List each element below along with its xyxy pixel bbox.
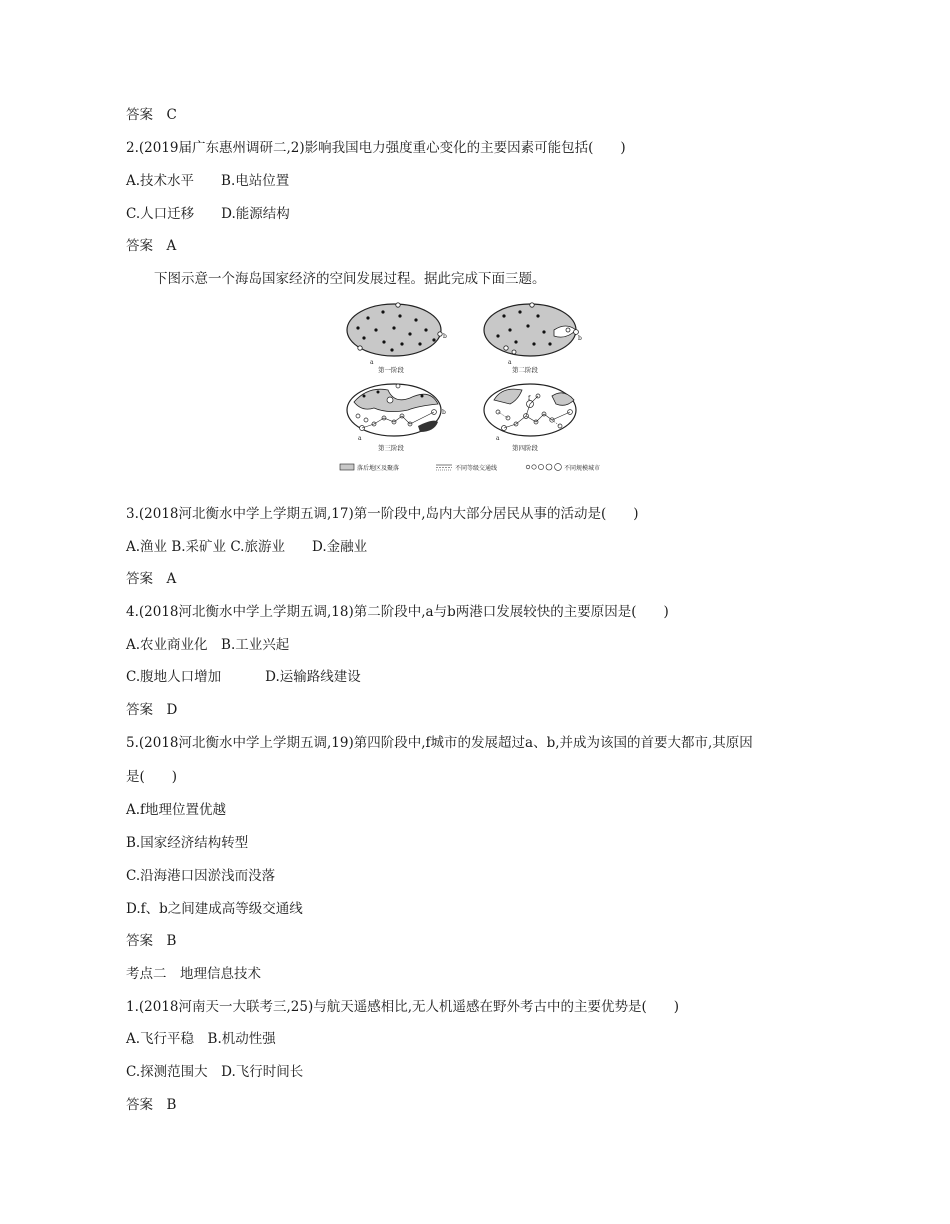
figure-legend bbox=[340, 464, 600, 472]
question-2: 2.(2019届广东惠州调研二,2)影响我国电力强度重心变化的主要因素可能包括( ) bbox=[126, 140, 626, 156]
stage-3-map bbox=[347, 384, 441, 436]
legend-cities: 不同规模城市 bbox=[564, 465, 601, 472]
question-4: 4.(2018河北衡水中学上学期五调,18)第二阶段中,a与b两港口发展较快的主要原因是( ) bbox=[126, 604, 669, 620]
stage-1-map bbox=[347, 303, 442, 356]
question-k1: 1.(2018河南天一大联考三,25)与航天遥感相比,无人机遥感在野外考古中的主要优势是( ) bbox=[126, 999, 680, 1015]
legend-poor-areas: 落后地区及聚落 bbox=[357, 465, 400, 472]
q5-option-d: D.f、b之间建成高等级交通线 bbox=[126, 901, 303, 917]
q4-options-cd bbox=[126, 668, 361, 686]
stage-4-label: 第四阶段 bbox=[512, 444, 538, 452]
answer-line: 答案 D bbox=[126, 702, 178, 718]
svg-text:b: b bbox=[443, 333, 447, 340]
question-5-line-1: 5.(2018河北衡水中学上学期五调,19)第四阶段中,f城市的发展超过a、b,并成为该国的首要大都市,其原因 bbox=[126, 735, 753, 751]
question-5-line-2: 是( ) bbox=[126, 769, 178, 785]
stage-2-label: 第二阶段 bbox=[512, 366, 538, 374]
city-f-label: f bbox=[528, 395, 531, 402]
figure-intro: 下图示意一个海岛国家经济的空间发展过程。据此完成下面三题。 bbox=[154, 271, 546, 287]
stage-3-label: 第三阶段 bbox=[378, 444, 404, 452]
q2-options-ab: A.技术水平 B.电站位置 bbox=[126, 173, 290, 189]
q4-option-d: D.运输路线建设 bbox=[265, 669, 361, 685]
answer-line: 答案 B bbox=[126, 1097, 177, 1113]
legend-roads: 不同等级交通线 bbox=[455, 465, 498, 472]
q3-options: A.渔业 B.采矿业 C.旅游业 D.金融业 bbox=[126, 539, 368, 555]
question-3: 3.(2018河北衡水中学上学期五调,17)第一阶段中,岛内大部分居民从事的活动是( ) bbox=[126, 506, 639, 522]
svg-text:b: b bbox=[578, 335, 582, 342]
q4-options-ab: A.农业商业化 B.工业兴起 bbox=[126, 637, 290, 653]
q5-option-c: C.沿海港口因淤浅而没落 bbox=[126, 868, 276, 884]
stage-1-label: 第一阶段 bbox=[378, 366, 404, 374]
svg-text:a: a bbox=[496, 435, 500, 442]
q2-options-cd: C.人口迁移 D.能源结构 bbox=[126, 206, 290, 222]
svg-text:a: a bbox=[508, 359, 512, 366]
island-development-figure bbox=[338, 300, 630, 478]
stage-2-map bbox=[484, 303, 578, 356]
svg-text:a: a bbox=[370, 359, 374, 366]
answer-line: 答案 A bbox=[126, 238, 177, 254]
q5-option-b: B.国家经济结构转型 bbox=[126, 835, 249, 851]
answer-line: 答案 C bbox=[126, 107, 177, 123]
answer-line: 答案 B bbox=[126, 933, 177, 949]
q5-option-a: A.f地理位置优越 bbox=[126, 802, 227, 818]
k1-options-ab: A.飞行平稳 B.机动性强 bbox=[126, 1031, 276, 1047]
q4-option-c: C.腹地人口增加 bbox=[126, 669, 222, 685]
k1-options-cd: C.探测范围大 D.飞行时间长 bbox=[126, 1064, 304, 1080]
answer-line: 答案 A bbox=[126, 571, 177, 587]
svg-text:a: a bbox=[358, 435, 362, 442]
section-heading: 考点二 地理信息技术 bbox=[126, 966, 261, 982]
stage-4-map bbox=[484, 384, 576, 436]
svg-text:b: b bbox=[442, 409, 446, 416]
